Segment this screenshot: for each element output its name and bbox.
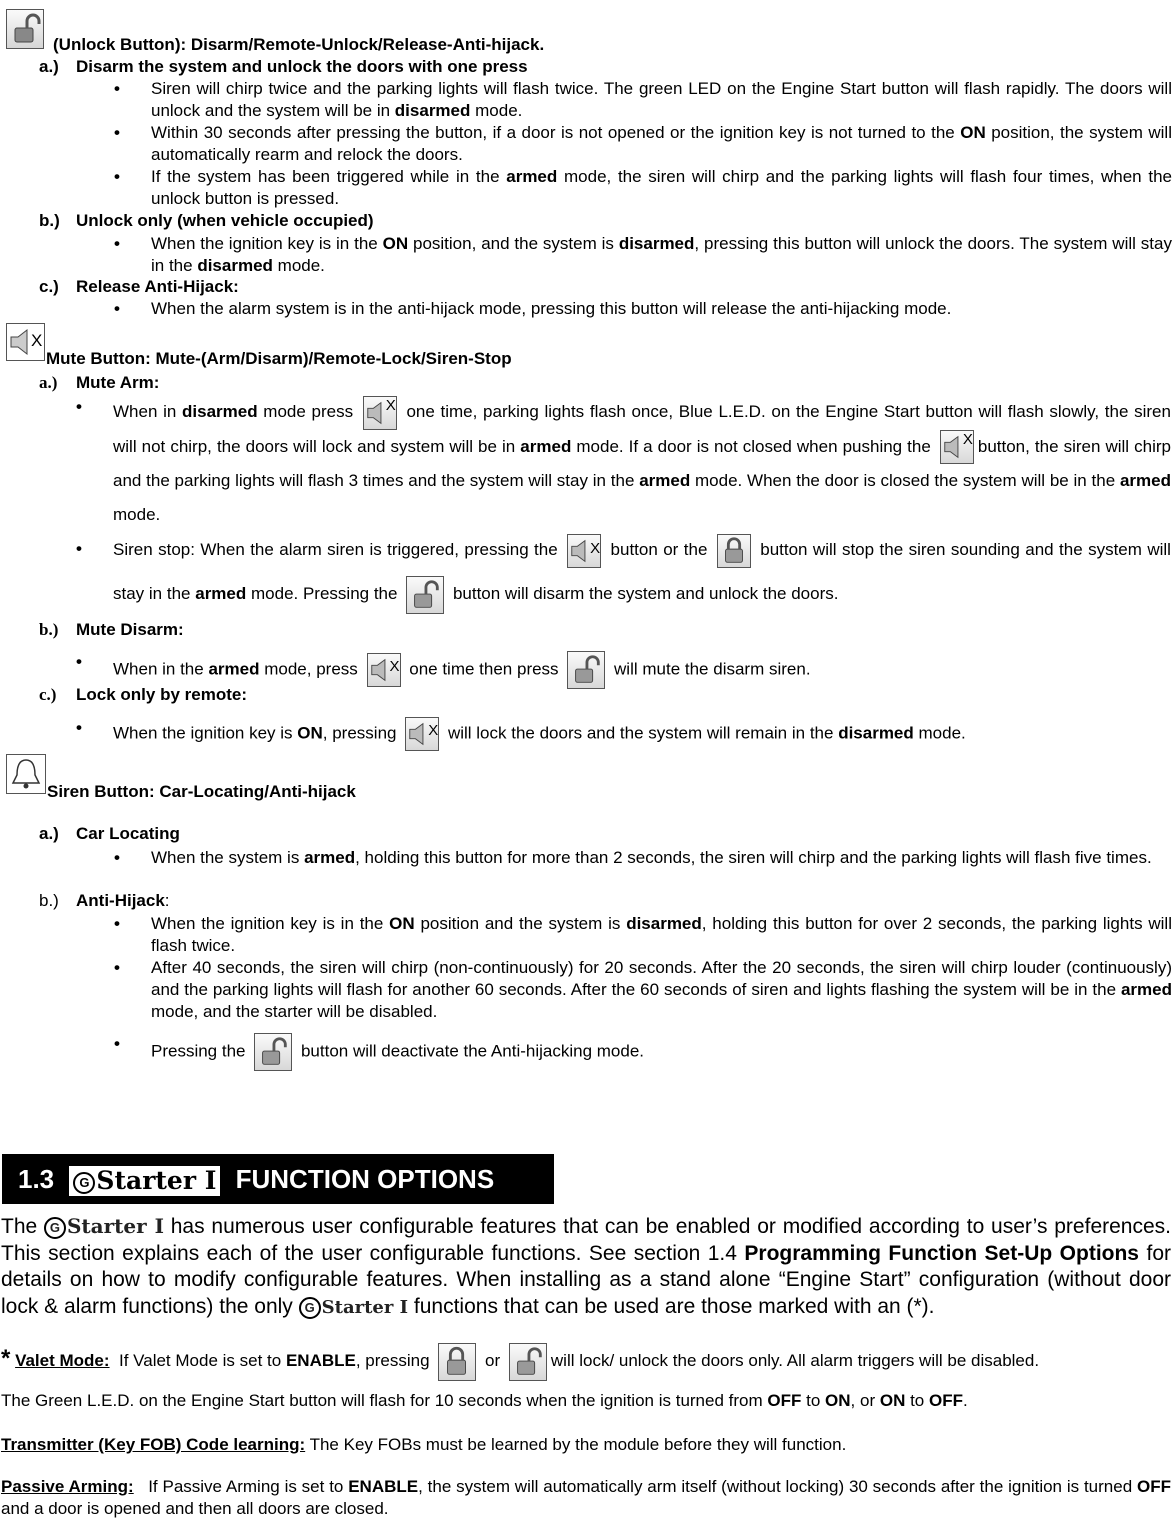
passive-arming-title: Passive Arming: [1,1477,134,1496]
unlock-icon [254,1033,292,1071]
unlock-icon [6,9,44,49]
unlock-section-title: (Unlock Button): Disarm/Remote-Unlock/Release-Anti-hijack. [53,35,545,54]
unlock-icon [567,651,605,689]
item-label: b.) [39,211,60,230]
mute-section-title: Mute Button: Mute-(Arm/Disarm)/Remote-Lock/Siren-Stop [46,349,512,368]
item-heading: Mute Disarm: [76,620,184,639]
transmitter-title: Transmitter (Key FOB) Code learning: [1,1435,306,1454]
section-number: 1.3 [18,1164,55,1194]
mute-icon: X [405,717,439,751]
valet-mode-title: Valet Mode: [15,1351,110,1370]
section-banner [2,1154,554,1204]
siren-section-title: Siren Button: Car-Locating/Anti-hijack [47,782,356,801]
mute-icon: X [367,653,401,687]
mute-icon: X [567,534,601,568]
item-heading: Lock only by remote: [76,685,247,704]
bullet: • [114,79,120,98]
mute-icon: X [940,430,974,464]
item-label: c.) [39,685,57,704]
intro-paragraph: The G Starter I has numerous user configurable features that can be enabled or modified according to user’s preferences. This section explains each of the user configurable functions. See section 1.4 Programming Function Set-Up Options for details on how to modify configurable features. When installing as a stand alone “Engine Start” configuration (without door lock & alarm functions) the only G Starter I functions that can be used are those marked with an (*). [1,1214,1171,1318]
bell-icon [6,754,46,794]
item-heading: Unlock only (when vehicle occupied) [76,211,374,230]
mute-icon: X [6,323,45,361]
item-heading: Car Locating [76,824,180,843]
item-label: b.) [39,620,59,639]
item-heading: Mute Arm: [76,373,160,392]
section-title: FUNCTION OPTIONS [235,1164,495,1194]
mute-icon: X [363,396,397,430]
item-label: c.) [39,277,59,296]
passive-arming-paragraph: Passive Arming: If Passive Arming is set to ENABLE, the system will automatically arm itself (without locking) 30 seconds after the ignition is turned OFF and a door is opened and then all doors are closed. [1,1477,1171,1518]
valet-mode-note: The Green L.E.D. on the Engine Start button will flash for 10 seconds when the ignition is turned from OFF to ON, or ON to OFF. [1,1391,968,1410]
unlock-icon [406,576,444,614]
unlock-icon [509,1343,547,1381]
item-heading: Anti-Hijack: [76,891,170,910]
item-label: a.) [39,373,58,392]
item-heading: Disarm the system and unlock the doors with one press [76,57,528,76]
brand-logo: G Starter I [44,1214,164,1238]
transmitter-paragraph: Transmitter (Key FOB) Code learning: The Key FOBs must be learned by the module before they will function. [1,1435,847,1454]
valet-mode-paragraph: * Valet Mode: If Valet Mode is set to ENABLE, pressing or will lock/ unlock the doors only. All alarm triggers will be disabled. [1,1342,1171,1381]
brand-logo: G Starter I [67,1164,222,1198]
lock-icon [438,1343,476,1381]
item-label: b.) [39,891,59,910]
brand-logo: G Starter I [299,1297,408,1318]
item-heading: Release Anti-Hijack: [76,277,239,296]
lock-icon [717,534,751,568]
item-label: a.) [39,57,59,76]
item-label: a.) [39,824,59,843]
